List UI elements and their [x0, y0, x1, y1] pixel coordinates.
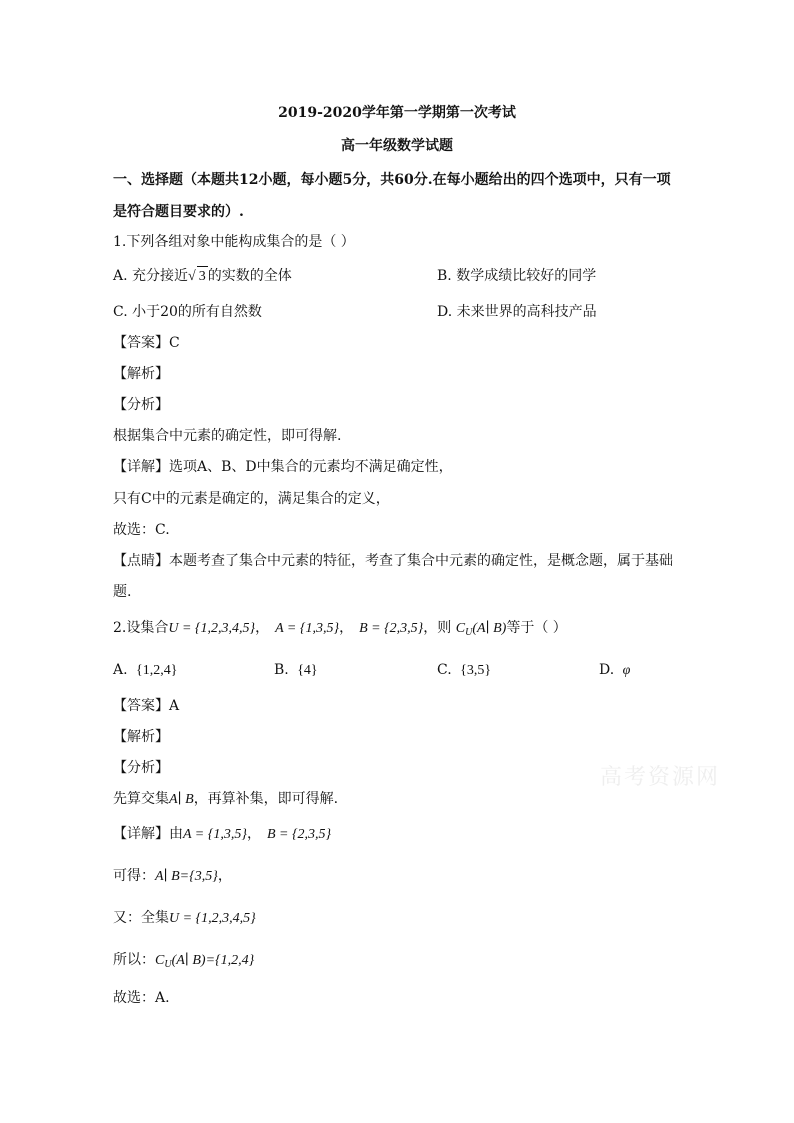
q2-option-a-label: A. — [113, 662, 128, 678]
q2-detail-set-a: A = {1,3,5} — [183, 827, 247, 842]
q2-option-a — [113, 660, 177, 681]
q2-fenxi-label: 【分析】 — [113, 760, 169, 776]
q2-detail-prefix: 【详解】由 — [113, 826, 183, 842]
q2-option-b — [274, 660, 318, 681]
q2-complement-symbol: C — [455, 621, 466, 636]
q2-step2 — [113, 908, 256, 929]
exam-subtitle: 高一年级数学试题 — [341, 138, 453, 154]
q1-option-a — [113, 266, 292, 287]
q2-step2-prefix: 又：全集 — [113, 910, 169, 926]
q2-step3-sub: U — [164, 959, 172, 970]
q2-analysis-prefix: 先算交集 — [113, 791, 169, 807]
q2-step3-prefix: 所以： — [113, 952, 155, 968]
q1-option-d: D. 未来世界的高科技产品 — [437, 304, 597, 320]
q2-stem-suffix: 等于（ ） — [506, 620, 567, 636]
q1-comment-line2: 题. — [113, 584, 132, 600]
q2-option-c-label: C. — [437, 662, 452, 678]
q2-analysis-expr: A∣ B — [169, 792, 194, 807]
q2-detail-set-b: B = {2,3,5} — [266, 827, 332, 842]
q1-stem: 1.下列各组对象中能构成集合的是（ ） — [113, 234, 355, 250]
q1-comment-line1: 【点睛】本题考查了集合中元素的特征，考查了集合中元素的确定性，是概念题，属于基础 — [113, 553, 673, 569]
q2-analysis — [113, 789, 338, 810]
q1-choose: 故选：C. — [113, 522, 170, 538]
q2-detail: 【详解】由A = {1,3,5}， B = {2,3,5} — [113, 826, 332, 842]
q2-step1-suffix: ， — [217, 868, 232, 884]
q2-option-b-label: B. — [274, 662, 289, 678]
q2-set-b: B = {2,3,5} — [359, 621, 424, 636]
q2-step3-expr: (A∣ B)={1,2,4} — [171, 953, 255, 968]
q2-option-d-label: D. — [599, 662, 615, 678]
q2-complement-sub: U — [465, 627, 473, 638]
q2-option-d — [599, 660, 630, 681]
q1-answer: 【答案】C — [113, 335, 180, 351]
q2-option-c-value: {3,5} — [460, 663, 492, 678]
q2-option-b-value: {4} — [297, 663, 318, 678]
section-heading-line1: 一、选择题（本题共12小题，每小题5分，共60分.在每小题给出的四个选项中，只有一项 — [113, 172, 671, 188]
q1-option-b: B. 数学成绩比较好的同学 — [437, 268, 597, 284]
q2-stem: 2.设集合U = {1,2,3,4,5}， A = {1,3,5}， B = {2,3,5}，则 $C_U(A∣$ B)等于（ ） — [113, 620, 567, 638]
q1-analysis: 根据集合中元素的确定性，即可得解. — [113, 428, 342, 444]
q1-option-a-suffix: 的实数的全体 — [207, 268, 292, 284]
q2-option-d-value: φ — [622, 663, 631, 678]
q2-step3-complement: C — [155, 953, 165, 968]
q2-step3 — [113, 950, 254, 975]
q2-analysis-suffix: ，再算补集，即可得解. — [193, 791, 339, 807]
q1-detail-line1: 【详解】选项A、B、D中集合的元素均不满足确定性， — [113, 459, 453, 475]
q2-stem-then: ，则 — [423, 620, 452, 636]
q2-step2-expr: U = {1,2,3,4,5} — [169, 911, 256, 926]
q1-option-c: C. 小于20的所有自然数 — [113, 304, 262, 320]
q2-step1-prefix: 可得： — [113, 868, 155, 884]
exam-title: 2019-2020学年第一学期第一次考试 — [278, 105, 516, 121]
q2-universal-set: U = {1,2,3,4,5} — [168, 621, 256, 636]
q2-option-c — [437, 660, 491, 681]
q2-set-a: A = {1,3,5} — [275, 621, 340, 636]
q2-complement-arg: (A∣ B) — [472, 621, 507, 636]
q2-jiexi-label: 【解析】 — [113, 729, 169, 745]
q2-answer: 【答案】A — [113, 698, 180, 714]
watermark: 高考资源网 — [600, 765, 721, 790]
sqrt-symbol-icon: √ — [188, 269, 196, 284]
q1-fenxi-label: 【分析】 — [113, 397, 169, 413]
section-heading-line2: 是符合题目要求的）. — [113, 204, 244, 220]
q2-step1-expr: A∣ B={3,5} — [155, 869, 218, 884]
q1-option-a-radicand: 3 — [197, 266, 208, 287]
q2-stem-prefix: 2.设集合 — [113, 620, 169, 636]
q1-option-a-prefix: A. 充分接近 — [113, 268, 189, 284]
q2-option-a-value: {1,2,4} — [136, 663, 178, 678]
q1-jiexi-label: 【解析】 — [113, 366, 169, 382]
q2-choose: 故选：A. — [113, 990, 170, 1006]
q2-step1 — [113, 866, 232, 887]
q1-detail-line2: 只有C中的元素是确定的，满足集合的定义， — [113, 491, 390, 507]
